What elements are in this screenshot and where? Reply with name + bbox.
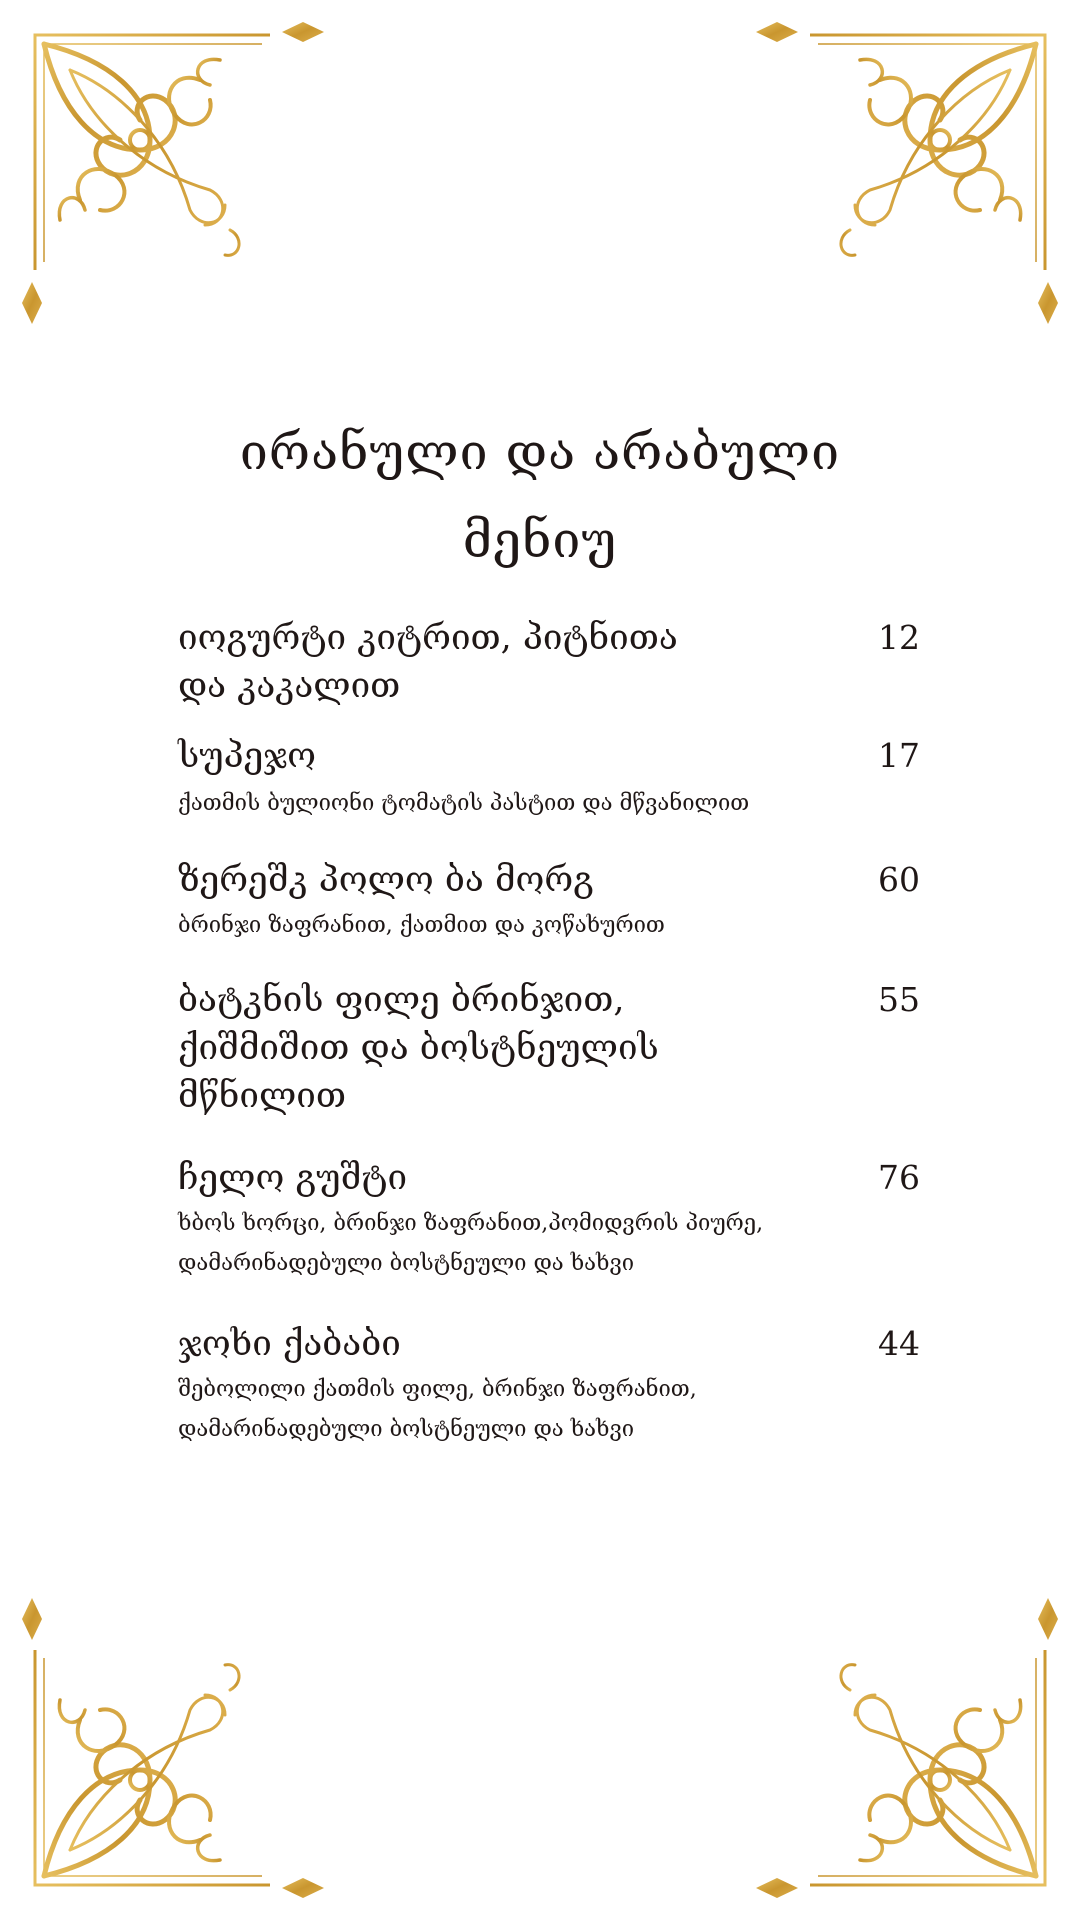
menu-item-name [178, 614, 798, 710]
corner-ornament-top-right [810, 35, 1045, 270]
menu-item-name: ზერეშკ პოლო ბა მორგ [178, 860, 594, 900]
menu-item-description: ქათმის ბულიონი ტომატის პასტით და მწვანილით [178, 791, 750, 816]
bottom-border [270, 1878, 810, 1898]
menu-item-description [178, 1370, 878, 1450]
menu-item-name: სუპეჯო [178, 736, 317, 776]
menu-item-name: ჯოხი ქაბაბი [178, 1324, 401, 1364]
top-border [270, 22, 810, 42]
corner-ornament-bottom-left [35, 1650, 270, 1885]
menu-item-name-line: ქიშმიშით და ბოსტნეულის [178, 1028, 659, 1068]
menu-item-name-line: ბატკნის ფილე ბრინჯით, [178, 980, 625, 1020]
menu-item-price: 55 [878, 980, 920, 1019]
menu-item-price: 44 [878, 1324, 920, 1363]
corner-ornament-bottom-right [810, 1650, 1045, 1885]
menu-item-name-line: იოგურტი კიტრით, პიტნითა [178, 618, 678, 658]
menu-item-description-line: შებოლილი ქათმის ფილე, ბრინჯი ზაფრანით, [178, 1377, 697, 1402]
menu-item-price: 12 [878, 618, 920, 657]
menu-item-name-line: მწნილით [178, 1076, 346, 1116]
corner-ornament-top-left [35, 35, 270, 270]
menu-item-description-line: დამარინადებული ბოსტნეული და ხახვი [178, 1417, 635, 1442]
menu-item-description: ბრინჯი ზაფრანით, ქათმით და კოწახურით [178, 913, 665, 938]
menu-item-price: 60 [878, 860, 920, 899]
menu-item-price: 17 [878, 736, 920, 775]
menu-item-description [178, 1204, 878, 1284]
menu-title-line-1: ირანული და არაბული [239, 423, 841, 481]
menu-item-name [178, 976, 798, 1120]
menu-item-description-line: ხბოს ხორცი, ბრინჯი ზაფრანით,პომიდვრის პიურე, [178, 1211, 764, 1236]
menu-item-name: ჩელო გუშტი [178, 1158, 408, 1198]
menu-title [0, 408, 1080, 584]
menu-item-description-line: დამარინადებული ბოსტნეული და ხახვი [178, 1251, 635, 1276]
menu-title-line-2: მენიუ [462, 511, 618, 569]
menu-item-name-line: და კაკალით [178, 666, 401, 706]
menu-item-price: 76 [878, 1158, 920, 1197]
